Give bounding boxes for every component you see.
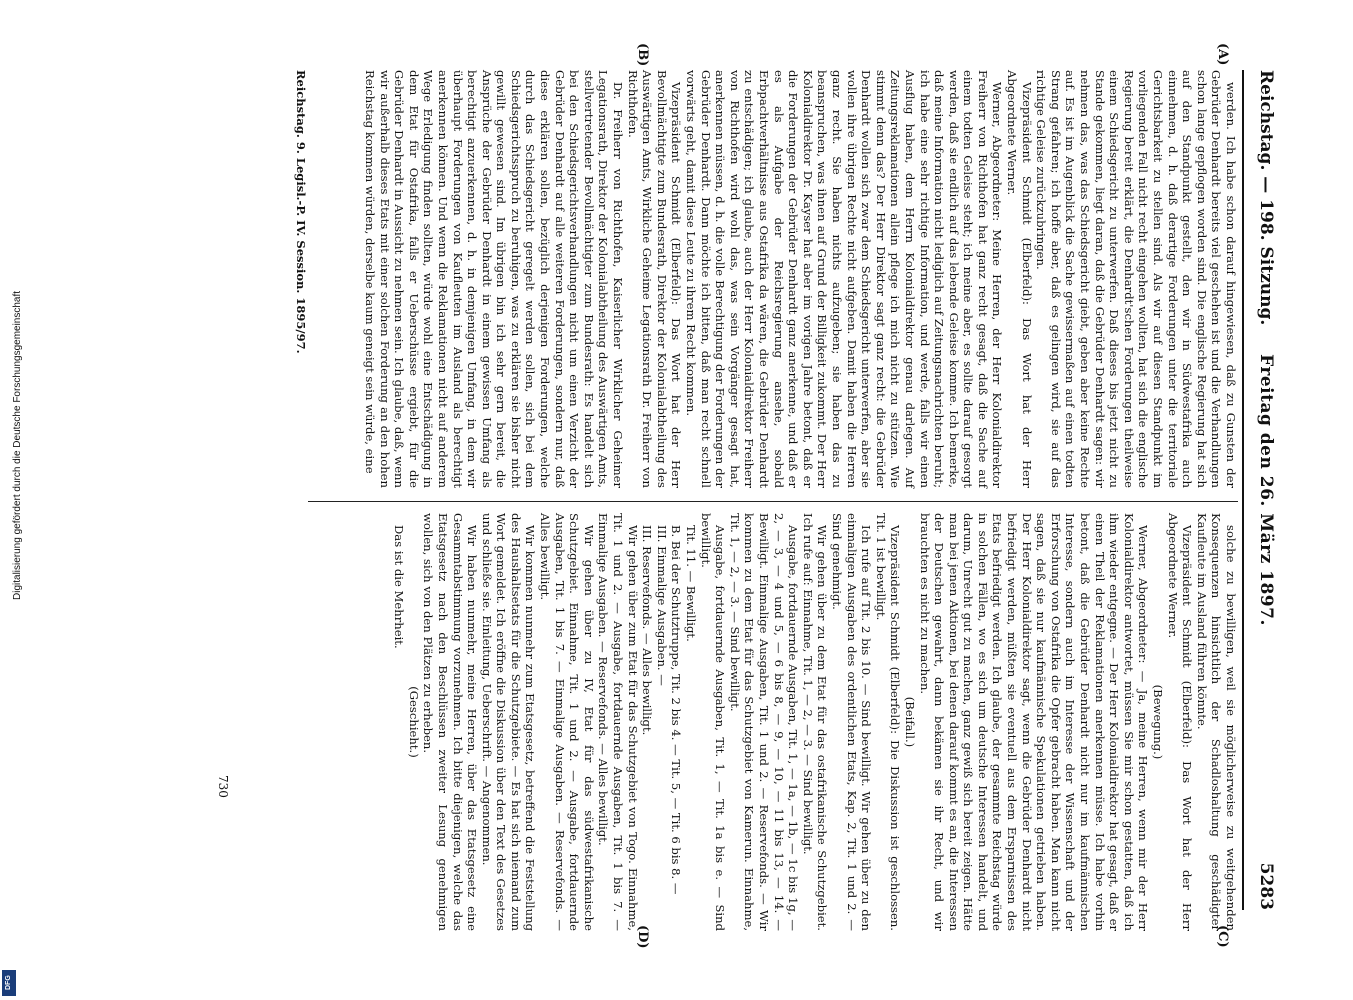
paragraph: (Geschieht.) [406,686,421,758]
dfg-logo: DFG [2,970,16,996]
paragraph: Tit. 11. — Bewilligt. [684,525,699,642]
header-page-number: 5283 [1256,862,1276,910]
paragraph: Das ist die Mehrheit. [392,525,407,649]
paragraph: (Bewegung.) [1151,684,1166,760]
paragraph: Ich rufe auf Tit. 2 bis 10. — Sind bewilligt. Wir gehen über zu den einmaligen Ausgaben des ordentlichen Etats, Kap. 2, Tit. 1 und 2. — Sind genehmigt. [829,513,874,931]
paragraph: III. Einmalige Ausgaben. — [654,525,669,686]
paragraph: Vizepräsident Schmidt (Elberfeld): Das Wort hat der Herr Abgeordnete Werner. [1165,513,1195,931]
paragraph: Wir kommen nunmehr zum Etatsgesetz, betreffend die Feststellung des Haushaltsetats für die Schutzgebiete. — Es hat sich niemand zum Wort gemeldet. Ich eröffne die Diskussion über den Text des Gesetzes und schließe sie. Einleitung, Ueberschrift. — Angenommen. [479,513,538,931]
page-number: 730 [216,775,230,798]
margin-mark-c: (C) [1215,925,1230,948]
running-header [1242,70,1290,910]
paragraph: III. Reservefonds. — Alles bewilligt. [640,525,655,736]
header-center: Freitag den 26. März 1897. [1256,354,1276,626]
paragraph: Werner, Abgeordneter: Meine Herren, der Herr Kolonialdirektor Freiherr von Richthofen hat ganz recht gesagt, daß die Sache auf einem todten Geleise steht; ich meine aber, es sollte darauf gesorgt werden, daß sie endlich auf das lebende Geleise komme. Ich bemerke, daß meine Information nicht lediglich auf Zeitungsnachrichten beruht; ich habe eine sehr richtige Information, und werde, falls wir einen Ausflug haben, dem Herrn Kolonialdirektor genau darlegen. Auf Zeitungsreklamationen allein pflege ich mich nicht zu stützen. Wie stimmt denn das? Der Herr Direktor sagt ganz recht: die Gebrüder Denhardt wollen sich zwar dem Schiedsgericht unterwerfen, aber sie wollen ihre übrigen Rechte nicht aufgeben. Damit haben die Herren ganz recht. Sie haben nichts aufzugeben; sie haben das zu beanspruchen, was ihnen auf Grund der Billigkeit zukommt. Der Herr Kolonialdirektor Dr. Kayser hat aber im vorigen Jahre betont, daß er die Forderungen der Gebrüder Denhardt ganz anerkenne, und daß er es als Aufgabe der Reichsregierung ansehe, sobald Erbpachtverhältnisse aus Ostafrika da wären, die Gebrüder Denhardt zu entschädigen; ich glaube, auch der Herr Kolonialdirektor Freiherr von Richthofen wird wohl das, was sein Vorgänger gesagt hat, anerkennen müssen, d. h. die volle Berechtigung der Forderungen der Gebrüder Denhardt. Dann möchte ich bitten, daß man recht schnell vorwärts geht, damit diese Leute zu ihrem Recht kommen. [684,70,1005,488]
paragraph: Werner, Abgeordneter: — Ja, meine Herren, wenn mir der Herr Kolonialdirektor antwortet, müssen Sie mir schon gestatten, daß ich ihm wieder entgegne. — Der Herr Kolonialdirektor hat gesagt, daß er einen Theil der Reklamationen anerkennen müsse. Ich habe vorhin betont, daß die Gebrüder Denhardt nicht nur im kaufmännischen Interesse, sondern auch im Interesse der Wissenschaft und der Erforschung von Ostafrika die Opfer gebracht haben. Man kann nicht sagen, daß sie nur kaufmännische Spekulationen getrieben haben. Der Herr Kolonialdirektor sagt, wenn die Gebrüder Denhardt nicht befriedigt werden, müßten sie eventuell aus dem Ersparnissen des Etats befriedigt werden. Ich glaube, der gesammte Reichstag würde in solchen Fällen, wo es sich um deutsche Interessen handelt, und darum, Unrecht gut zu machen, ganz gewiß sich bereit zeigen. Hätte man bei jenen Aktionen, bei denen darauf kommt es an, die Interessen der Deutschen gewahrt, dann bekämen sie ihr Recht, und wir brauchten es nicht zu machen. [917,513,1151,931]
paragraph: Vizepräsident Schmidt (Elberfeld): Die Diskussion ist geschlossen. Tit. 1 ist bewilligt. [873,513,903,931]
paragraph: (Beifall.) [902,696,917,748]
paragraph: Wir gehen über zu IV, Etat für das südwestafrikanische Schutzgebiet. Einnahme, Tit. 1 und 2. — Ausgabe, fortdauernde Ausgaben, Tit. 1 bis 7. — Einmalige Ausgaben. — Reservefonds. — Alles bewilligt. [538,513,596,931]
paragraph: Vizepräsident Schmidt (Elberfeld): Das Wort hat der Herr Abgeordnete Werner. [1005,70,1034,488]
paragraph: Wir gehen über zu dem Etat für das ostafrikanische Schutzgebiet. Ich rufe auf: Einnahme, Tit. 1, — 2, — 3. — Sind bewilligt. [800,513,830,931]
paragraph: B. Bei der Schutztruppe, Tit. 2 bis 4. — Tit. 5, — Tit. 6 bis 8. — [669,525,684,895]
paragraph: Vizepräsident Schmidt (Elberfeld): Das Wort hat der Herr Bevollmächtigte zum Bundesrath, Direktor der Kolonialabtheilung des Auswärtigen Amts, Wirkliche Geheime Legationsrath Dr. Freiherr von Richthofen. [625,70,684,488]
left-column [362,70,1238,488]
margin-mark-b: (B) [635,43,650,67]
margin-mark-a: (A) [1215,43,1230,66]
footer-session-info: Reichstag. 9. Legisl.-P. IV. Session. 1895/97. [294,70,308,354]
paragraph: Ausgabe, fortdauernde Ausgaben, Tit. 1, — 1a, — 1b, — 1c bis 1g, — 2, — 3, — 4 und 5, — 6 bis 8, — 9, — 10, — 11 bis 13, — 14. — Bewilligt. Einmalige Ausgaben, Tit. 1 und 2. — Reservefonds. — Wir kommen zu dem Etat für das Schutzgebiet von Kamerun. Einnahme, Tit. 1, — 2, — 3. — Sind bewilligt. [727,513,801,931]
paragraph: werden. Ich habe schon darauf hingewiesen, daß zu Gunsten der Gebrüder Denhardt bereits viel geschehen ist und die Verhandlungen schon lange gepflogen worden sind. Die englische Regierung hat sich auf den Standpunkt gestellt, den wir in Südwestafrika auch einnehmen, d. h. daß derartige Forderungen unter die territoriale Gerichtsbarkeit zu stellen sind. Als wir auf diesen Standpunkt im vorliegenden Fall nicht recht eingehen wollten, hat sich die englische Regierung bereit erklärt, die Denhardt'schen Forderungen theilweise einem Schiedsgericht zu unterwerfen. Daß dieses bis jetzt nicht zu Stande gekommen, liegt daran, daß die Gebrüder Denhardt sagen: wir nehmen das, was das Schiedsgericht giebt, geben aber keine Rechte auf. Es ist im Augenblick die Sache gewissermaßen auf einen todten Strang gefahren; ich hoffe aber, daß es gelingen wird, sie auf das richtige Geleise zurückzubringen. [1034,70,1238,488]
paragraph: Ausgabe, fortdauernde Ausgaben, Tit. 1, — Tit. 1a bis e. — Sind bewilligt. [698,513,728,931]
scanned-page [45,15,1290,985]
rotated-page-content [45,15,1290,985]
digitization-credit [0,0,23,1000]
right-column [392,513,1238,931]
paragraph: Wir gehen über zum Etat für das Schutzgebiet von Togo. Einnahme, Tit. 1 und 2. — Ausgabe, fortdauernde Ausgaben, Tit. 1 bis 7. — Einmalige Ausgaben. — Reservefonds. — Alles bewilligt. [596,513,640,931]
credit-text: Digitalisierung gefördert durch die Deutsche Forschungsgemeinschaft [12,290,23,600]
header-rule [1242,70,1244,910]
paragraph: Wir haben nunmehr, meine Herren, über das Etatsgesetz eine Gesammtabstimmung vorzunehmen. Ich bitte diejenigen, welche das Etatsgesetz nach den Beschlüssen zweiter Lesung genehmigen wollen, sich von den Plätzen zu erheben. [421,513,480,931]
margin-mark-d: (D) [635,925,650,949]
header-left: Reichstag. — 198. Sitzung. [1256,70,1276,326]
column-divider [308,501,1238,502]
paragraph: Dr. Freiherr von Richthofen, Kaiserlicher Wirklicher Geheimer Legationsrath, Direktor der Kolonialabtheilung des Auswärtigen Amts, stellvertretender Bevollmächtigter zum Bundesrath: Es handelt sich bei den Schiedsgerichtsverhandlungen nicht um einen Verzicht der Gebrüder Denhardt auf alle weiteren Forderungen, sondern nur, daß diese erklären sollen, bezüglich derjenigen Forderungen, welche durch das Schiedsgericht geregelt werden sollen, sich bei dem Schiedsgerichtsspruch zu beruhigen, was zu erklären sie bisher nicht gewillt gewesen sind. Im übrigen bin ich sehr gern bereit, die Ansprüche der Gebrüder Denhardt in einem gewissen Umfang als berechtigt anzuerkennen, d. h. in demjenigen Umfang, in dem wir überhaupt Forderungen von Kaufleuten im Ausland als berechtigt anerkennen können. Und wenn die Reklamationen nicht auf anderem Wege Erledigung finden sollten, würde wohl eine Entschädigung in dem Etat für Ostafrika, falls er Ueberschüsse ergiebt, für die Gebrüder Denhardt in Aussicht zu nehmen sein. Ich glaube, daß, wenn wir außerhalb dieses Etats mit einer solchen Forderung an den hohen Reichstag kommen würden, derselbe kaum geneigt sein würde, eine [362,70,626,488]
paragraph: solche zu bewilligen, weil sie möglicherweise zu weitgehenden Konsequenzen hinsichtlich der Schadloshaltung geschädigter Kaufleute im Ausland führen könnte. [1194,513,1238,931]
